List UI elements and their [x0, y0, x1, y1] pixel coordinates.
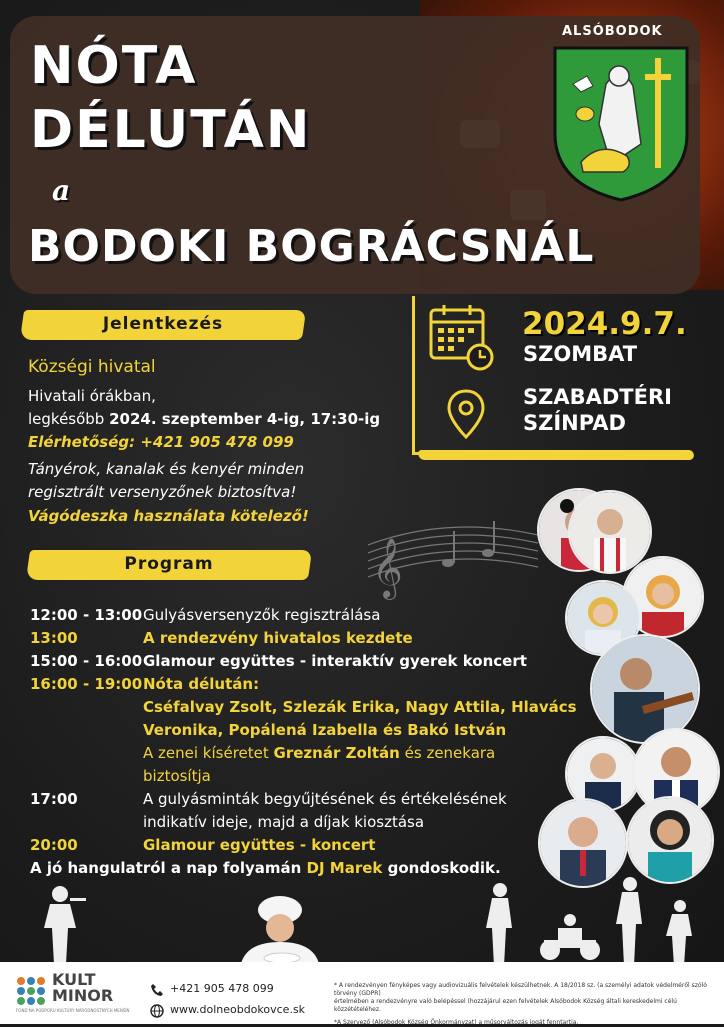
footer — [0, 962, 724, 1024]
music-notes-decoration — [368, 505, 538, 605]
schedule-row: Veronika, Popálená Izabella és Bakó István — [143, 721, 507, 739]
crest-label: ALSÓBODOK — [562, 24, 663, 39]
program-closing: A jó hangulatról a nap folyamán DJ Marek gondoskodik. — [30, 859, 501, 877]
chef-image — [220, 896, 340, 968]
phone-icon — [150, 982, 164, 996]
event-date: 2024.9.7. — [522, 306, 687, 342]
event-venue: SZABADTÉRI SZÍNPAD — [523, 385, 672, 435]
schedule-row: biztosítja — [143, 767, 211, 785]
globe-icon — [150, 1003, 164, 1017]
performer-photo — [568, 490, 652, 574]
kult-minor-logo: KULT MINOR — [52, 970, 114, 1005]
title-line2: DÉLUTÁN — [30, 100, 312, 160]
registration-line2: legkésőbb 2024. szeptember 4-ig, 17:30-ig — [28, 410, 381, 428]
schedule-row: Cséfalvay Zsolt, Szlezák Erika, Nagy Attila, Hlavács — [143, 698, 577, 716]
event-day: SZOMBAT — [523, 342, 638, 366]
kult-minor-logo-icon — [16, 976, 46, 1006]
singer-silhouette — [30, 884, 90, 964]
schedule-row: 20:00 Glamour együttes - koncert — [30, 836, 376, 854]
coat-of-arms — [551, 44, 691, 202]
title-line3: BODOKI BOGRÁCSNÁL — [28, 221, 595, 272]
svg-text:𝄞: 𝄞 — [372, 538, 403, 598]
footer-website[interactable]: www.dolneobdokovce.sk — [170, 1003, 306, 1016]
registration-heading: Jelentkezés — [102, 314, 224, 334]
program-heading: Program — [124, 554, 214, 574]
registration-note1: Tányérok, kanalak és kenyér minden — [28, 460, 305, 478]
schedule-row: 16:00 - 19:00 Nóta délután: — [30, 675, 260, 693]
band-silhouettes — [480, 870, 710, 966]
footer-disclaimer: * A rendezvényen fényképes vagy audiovizuális felvételek készülhetnek. A 18/2018 sz. (a személyi adatok védelméről szóló törvény (GDPR) értelmében a rendezvényre való belépéssel (hozzájárul ezen felvételek Alsóbodok Község általi kereskedelmi célú közzétételéhez. *A Szervező (Alsóbodok Község Önkormányzat) a műsorváltozás jogát fenntartja. — [334, 982, 707, 1026]
schedule-row: 12:00 - 13:00 Gulyásversenyzők regisztrálása — [30, 606, 381, 624]
footer-phone[interactable]: +421 905 478 099 — [170, 982, 274, 995]
schedule-row: A zenei kíséretet Greznár Zoltán és zenekara — [143, 744, 496, 762]
schedule-row: 15:00 - 16:00 Glamour együttes - interaktív gyerek koncert — [30, 652, 527, 670]
registration-warning: Vágódeszka használata kötelező! — [28, 507, 309, 525]
schedule-row: indikatív ideje, majd a díjak kiosztása — [143, 813, 425, 831]
registration-line1: Hivatali órákban, — [28, 387, 156, 405]
calendar-icon — [428, 302, 496, 372]
registration-office: Községi hivatal — [28, 357, 156, 377]
performer-photo — [590, 634, 700, 744]
registration-contact: Elérhetőség: +421 905 478 099 — [28, 433, 294, 451]
title-line1: NÓTA — [30, 36, 198, 96]
kult-minor-subtitle: FOND NA PODPORU KULTÚRY NÁRODNOSTNÝCH MENŠÍN — [16, 1008, 130, 1013]
title-connector: a — [52, 174, 73, 207]
schedule-row: 17:00 A gulyásminták begyűjtésének és értékelésének — [30, 790, 507, 808]
schedule-row: 13:00 A rendezvény hivatalos kezdete — [30, 629, 413, 647]
location-pin-icon — [446, 388, 486, 440]
program-schedule — [30, 604, 577, 880]
event-box-underline — [417, 450, 694, 460]
registration-note2: regisztrált versenyzőnek biztosítva! — [28, 483, 297, 501]
